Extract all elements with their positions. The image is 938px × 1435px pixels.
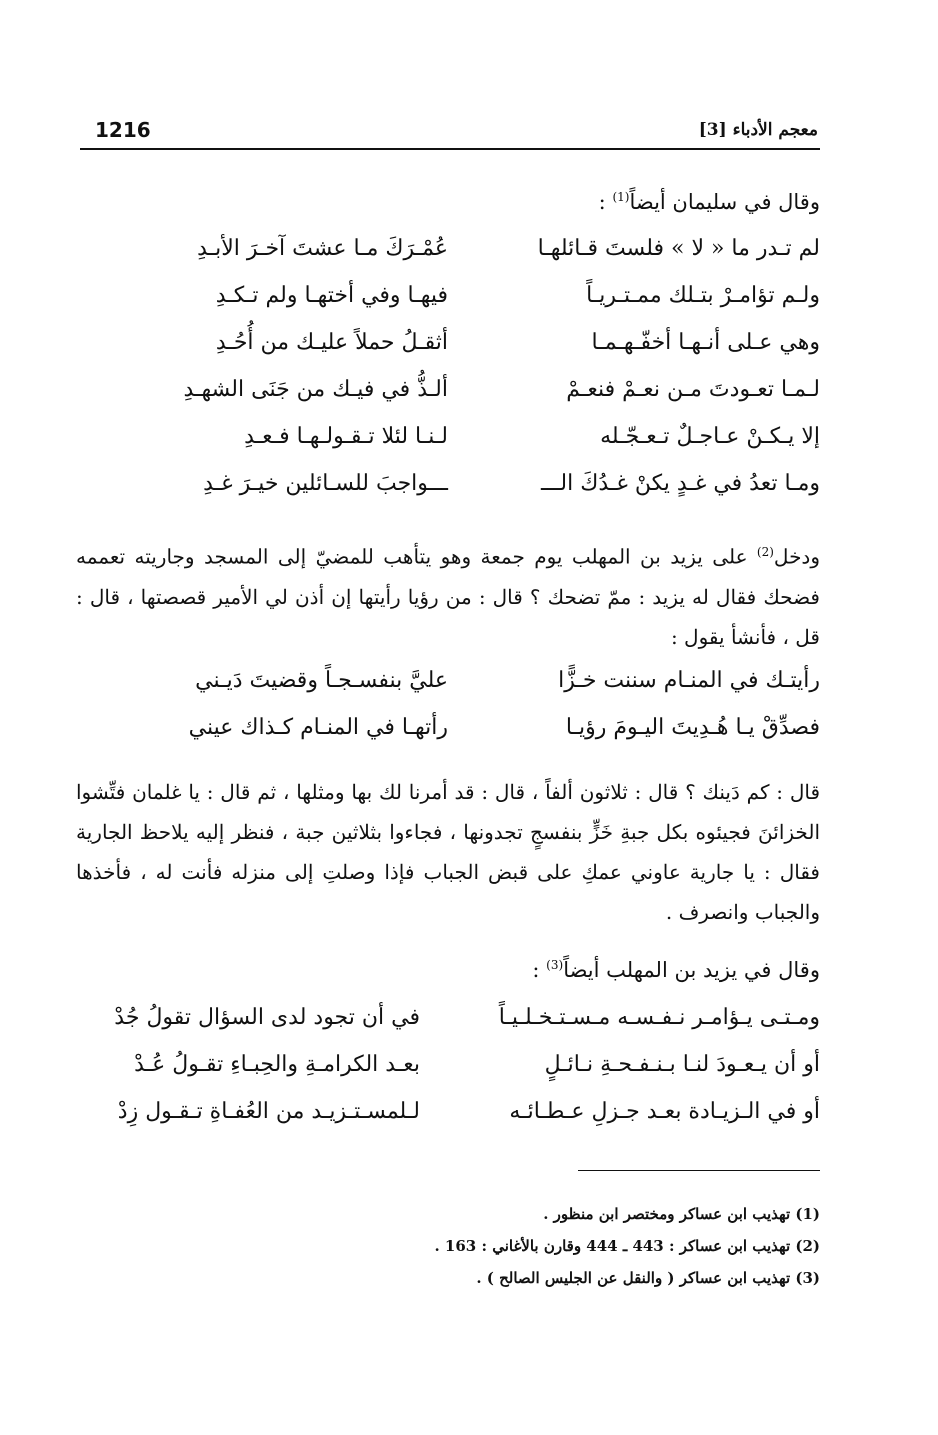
verse-second-hemistich: فيهـا وفي أختهـا ولم تـكـدِ bbox=[215, 283, 448, 308]
page-number: 1216 bbox=[95, 118, 151, 142]
verse-row bbox=[70, 1099, 820, 1143]
verse-first-hemistich: لم تـدر ما « لا » فلستَ قـائلهـا bbox=[537, 236, 820, 261]
verse-first-hemistich: ومـتـى يـؤامـر نـفـسـه مـسـتـخـلـيـاً bbox=[498, 1005, 820, 1030]
footnote-ref-1: (1) bbox=[612, 190, 630, 204]
paragraph-gift: قال : كم دَينك ؟ قال : ثلاثون ألفاً ، قال : قد أمرنا لك بها ومثلها ، ثم قال : يا غلمان فتِّشوا الخزائنَ فجيئوه بكل جبةِ خَزٍّ بنفسجٍ تجدونها ، فجاءوا بثلاثين جبة ، فنظر إليه يلاحظ الجارية فقال : يا جارية عاوني عمكِ على قبض الجباب فإذا وصلتِ إلى منزله فأنت له ، فأخذها والجباب وانصرف . bbox=[76, 780, 821, 924]
paragraph-story bbox=[76, 532, 820, 657]
verse-row bbox=[130, 424, 820, 468]
verse-second-hemistich: ألـذُّ في فيـك من جَنَى الشهـدِ bbox=[183, 377, 448, 402]
verse-second-hemistich: ـــواجبَ للسـائلين خيـرَ غـدِ bbox=[203, 471, 448, 496]
verse-row bbox=[130, 236, 820, 280]
footnote-separator bbox=[578, 1170, 820, 1171]
verse-first-hemistich: ومـا تعدُ في غـدٍ يكنْ غـدُكَ الـــ bbox=[541, 471, 820, 496]
intro-colon: : bbox=[598, 190, 613, 214]
verse-row bbox=[70, 1052, 820, 1096]
running-header-title: معجم الأدباء [3] bbox=[698, 120, 818, 140]
verse-row bbox=[130, 330, 820, 374]
paragraph-body: على يزيد بن المهلب يوم جمعة وهو يتأهب للمضيّ إلى المسجد وجاريته تعممه فضحك فقال له يزيد : ممّ تضحك ؟ قال : من رؤيا رأيتها إن أذن لي الأمير قصصتها ، قال : قل ، فأنشأ يقول : bbox=[76, 544, 820, 649]
footnote-ref-3: (3) bbox=[546, 958, 564, 972]
verse-second-hemistich: بعـد الكرامـةِ والحِبـاءِ تقـولُ عُـدْ bbox=[134, 1052, 420, 1077]
verse-first-hemistich: إلا يـكـنْ عـاجـلٌ تـعـجّـله bbox=[600, 424, 820, 449]
verse-second-hemistich: عُمْـرَكَ مـا عشتَ آخـرَ الأبـدِ bbox=[197, 236, 448, 261]
paragraph-lead: ودخل bbox=[773, 544, 820, 569]
verse-first-hemistich: أو في الـزيـادة بعـد جـزلِ عـطـائـه bbox=[509, 1099, 820, 1124]
verse-row bbox=[130, 668, 820, 712]
verse-row bbox=[70, 1005, 820, 1049]
intro-text: وقال في سليمان أيضاً bbox=[629, 190, 820, 214]
verse-second-hemistich: أثقـلُ حملاً عليـك من أُحُـدِ bbox=[215, 330, 448, 355]
section1-intro bbox=[80, 190, 820, 214]
header-rule bbox=[80, 148, 820, 150]
verse-row bbox=[130, 377, 820, 421]
footnote-3: (3) تهذيب ابن عساكر ( والنقل عن الجليس الصالح ) . bbox=[476, 1269, 820, 1287]
intro-colon: : bbox=[532, 958, 547, 982]
verse-first-hemistich: أو أن يـعـودَ لنـا بـنـفـحـةِ نـائـلٍ bbox=[544, 1052, 820, 1077]
intro-text: وقال في يزيد بن المهلب أيضاً bbox=[563, 958, 820, 982]
footnote-1: (1) تهذيب ابن عساكر ومختصر ابن منظور . bbox=[543, 1205, 820, 1223]
verse-second-hemistich: لـنـا لئلا تـقـولـهـا فـعـدِ bbox=[244, 424, 448, 449]
verse-first-hemistich: وهي عـلى أنـهـا أخفّـهـمـا bbox=[591, 330, 820, 355]
verse-row bbox=[130, 283, 820, 327]
verse-second-hemistich: في أن تجود لدى السؤال تقولُ جُدْ bbox=[114, 1005, 420, 1030]
verse-first-hemistich: ولـم تؤامـرْ بتـلك ممـتـريـاً bbox=[586, 283, 820, 308]
verse-first-hemistich: لـمـا تعـودتَ مـن نعـمْ فنعـمْ bbox=[566, 377, 820, 402]
verse-first-hemistich: رأيتـك في المنـام سننت خـزًّا bbox=[558, 668, 820, 693]
verse-row bbox=[130, 715, 820, 759]
footnote-ref-2: (2) bbox=[756, 545, 774, 559]
verse-row bbox=[130, 471, 820, 515]
verse-first-hemistich: فصدِّقْ يـا هُـدِيتَ اليـومَ رؤيـا bbox=[565, 715, 820, 740]
verse-second-hemistich: لـلمسـتـزيـد من العُفـاةِ تـقـول زِدْ bbox=[117, 1099, 420, 1124]
footnote-2: (2) تهذيب ابن عساكر : 443 ـ 444 وقارن بالأغاني : 163 . bbox=[434, 1237, 820, 1255]
section3-intro bbox=[80, 958, 820, 982]
verse-second-hemistich: عليَّ بنفسـجـاً وقضيتَ دَيـني bbox=[195, 668, 448, 693]
verse-second-hemistich: رأتهـا في المنـام كـذاك عيني bbox=[188, 715, 448, 740]
